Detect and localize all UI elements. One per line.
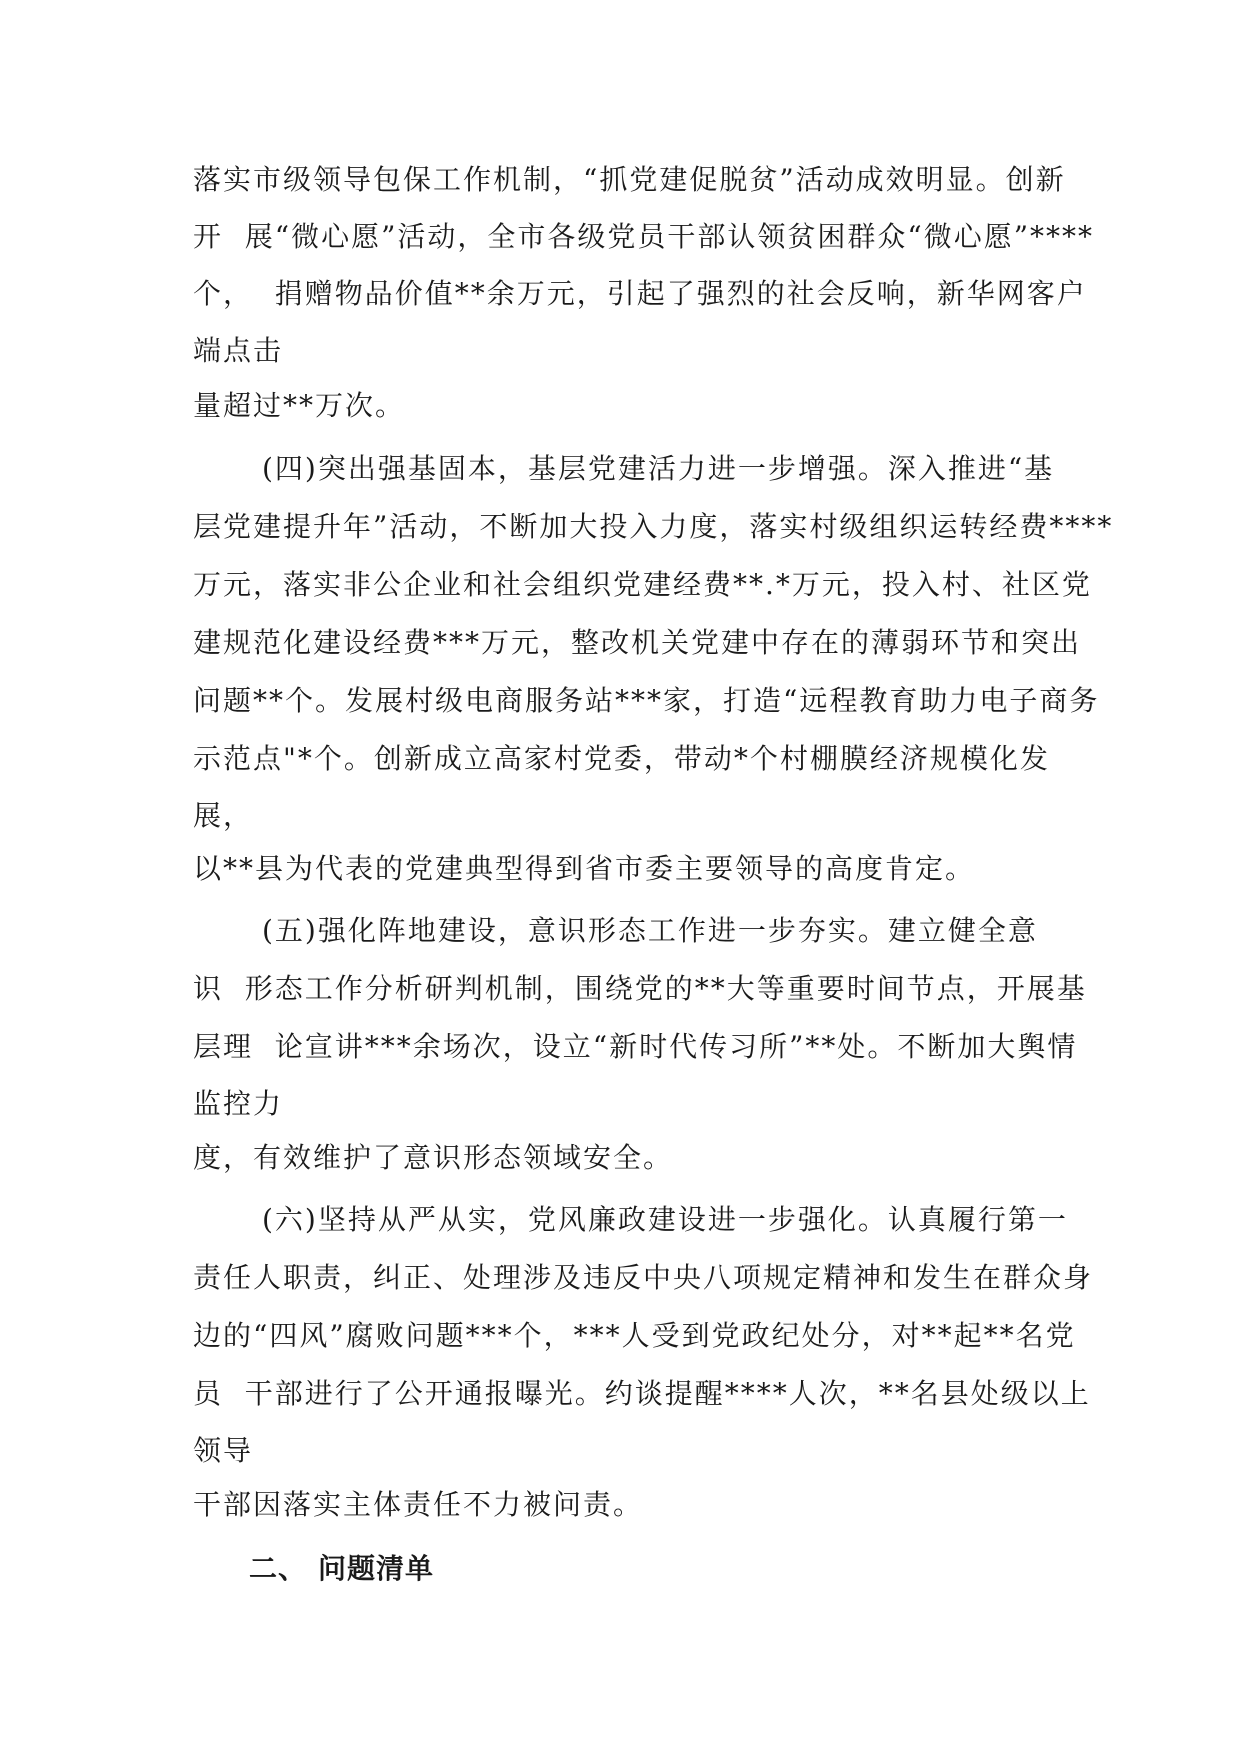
- text-line: 责任人职责，纠正、处理涉及违反中央八项规定精神和发生在群众身: [193, 1261, 1094, 1294]
- text-line: 展，: [193, 799, 254, 832]
- text-line: 问题**个。发展村级电商服务站***家，打造“远程教育助力电子商务: [193, 684, 1100, 717]
- section-heading-4: (四)突出强基固本，基层党建活力进一步增强。深入推进“基: [262, 452, 1055, 485]
- text-line: 干部因落实主体责任不力被问责。: [193, 1488, 644, 1521]
- text-line: 识 形态工作分析研判机制，围绕党的**大等重要时间节点，开展基: [193, 972, 1087, 1005]
- text-line: 边的“四风”腐败问题***个，***人受到党政纪处分，对**起**名党: [193, 1319, 1076, 1352]
- text-line: 度，有效维护了意识形态领域安全。: [193, 1141, 674, 1174]
- section-heading-5: (五)强化阵地建设，意识形态工作进一步夯实。建立健全意: [262, 914, 1038, 947]
- text-line: 万元，落实非公企业和社会组织党建经费**.*万元，投入村、社区党: [193, 568, 1092, 601]
- text-line: 监控力: [193, 1087, 284, 1120]
- text-line: 个， 捐赠物品价值**余万元，引起了强烈的社会反响，新华网客户: [193, 277, 1087, 310]
- text-line: 领导: [193, 1434, 254, 1467]
- text-line: 端点击: [193, 334, 284, 367]
- text-line: 量超过**万次。: [193, 389, 406, 422]
- text-line: 员 干部进行了公开通报曝光。约谈提醒****人次，**名县处级以上: [193, 1377, 1091, 1410]
- text-line: 落实市级领导包保工作机制，“抓党建促脱贫”活动成效明显。创新: [193, 163, 1066, 196]
- section-heading-6: (六)坚持从严从实，党风廉政建设进一步强化。认真履行第一: [262, 1203, 1068, 1236]
- section-title: 问题清单: [318, 1552, 435, 1585]
- section-number: 二、: [249, 1552, 308, 1585]
- text-line: 层党建提升年”活动，不断加大投入力度，落实村级组织运转经费****: [193, 510, 1114, 543]
- text-line: 建规范化建设经费***万元，整改机关党建中存在的薄弱环节和突出: [193, 626, 1082, 659]
- text-line: 开 展“微心愿”活动，全市各级党员干部认领贫困群众“微心愿”****: [193, 220, 1095, 253]
- text-line: 以**县为代表的党建典型得到省市委主要领导的高度肯定。: [193, 852, 976, 885]
- text-line: 层理 论宣讲***余场次，设立“新时代传习所”**处。不断加大舆情: [193, 1030, 1078, 1063]
- text-line: 示范点"*个。创新成立高家村党委，带动*个村棚膜经济规模化发: [193, 742, 1050, 775]
